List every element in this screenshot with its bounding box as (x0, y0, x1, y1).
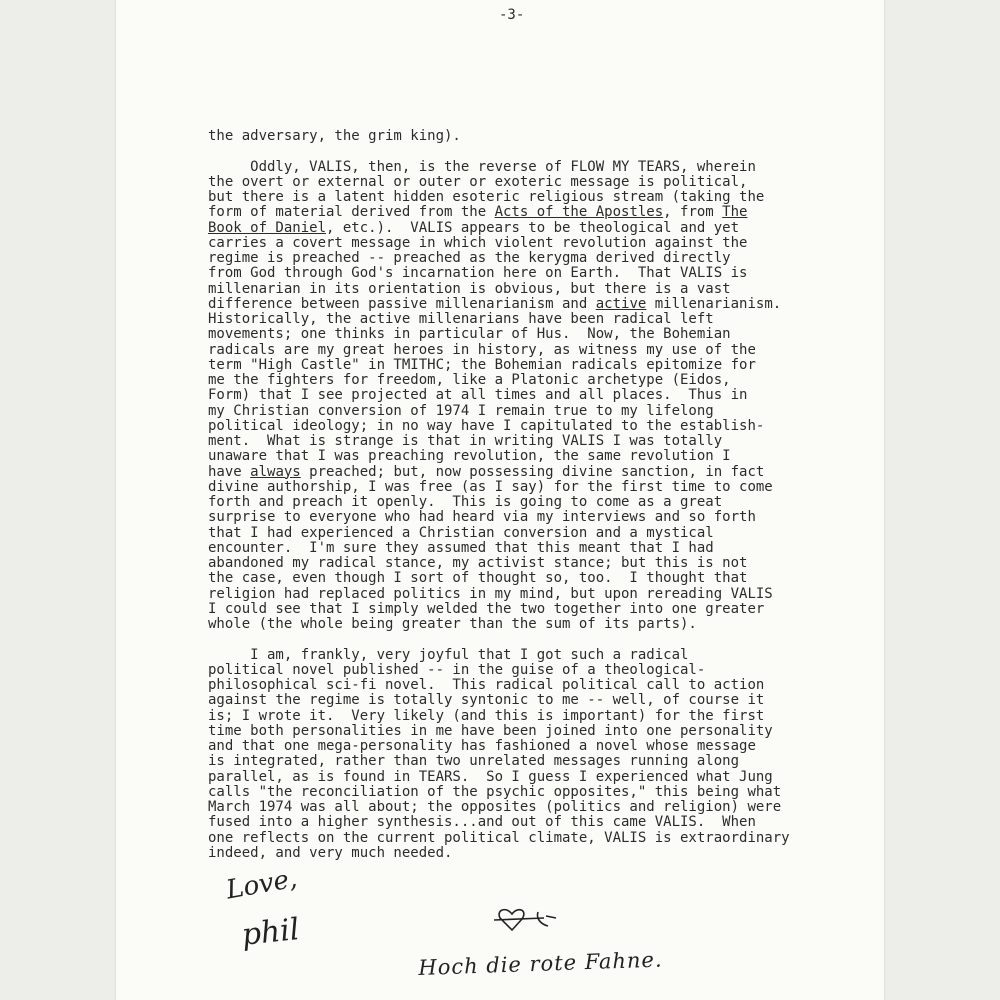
letter-line: divine authorship, I was free (as I say) for the first time to come (208, 478, 773, 495)
letter-line: the overt or external or outer or exoteric message is political, (208, 173, 748, 190)
underlined-text: The (722, 204, 748, 221)
underlined-text: Book of Daniel (208, 219, 327, 236)
letter-line: encounter. I'm sure they assumed that this meant that I had (208, 539, 714, 556)
letter-line: and that one mega-personality has fashioned a novel whose message (208, 738, 756, 754)
letter-line: Historically, the active millenarians have been radical left (208, 311, 714, 327)
letter-line: whole (the whole being greater than the sum of its parts). (208, 616, 697, 632)
line-text: millenarianism. (646, 295, 782, 312)
letter-line: term "High Castle" in TMITHC; the Bohemian radicals epitomize for (208, 356, 756, 373)
handwritten-motto: Hoch die rote Fahne. (418, 947, 663, 980)
letter-line: movements; one thinks in particular of Hus. Now, the Bohemian (208, 326, 731, 343)
letter-line (208, 144, 790, 159)
line-text: , from (663, 204, 723, 221)
letter-line: from God through God's incarnation here on Earth. That VALIS is (208, 265, 748, 282)
letter-line: that I had experienced a Christian conversion and a mystical (208, 524, 714, 541)
letter-line (208, 465, 790, 480)
letter-line: calls "the reconciliation of the psychic opposites," this being what (208, 783, 782, 800)
letter-line: the adversary, the grim king). (208, 128, 461, 144)
letter-line: Oddly, VALIS, then, is the reverse of FLOW MY TEARS, wherein (208, 158, 756, 175)
letter-line: the case, even though I sort of thought so, too. I thought that (208, 570, 748, 587)
letter-line: I could see that I simply welded the two together into one greater (208, 600, 765, 617)
line-text: difference between passive millenarianism and (208, 295, 596, 312)
page-number: -3- (499, 7, 525, 23)
letter-line (208, 297, 790, 312)
letter-line: I am, frankly, very joyful that I got such a radical (208, 646, 689, 663)
letter-line (208, 221, 790, 236)
letter-line: millenarian in its orientation is obvious, but there is a vast (208, 280, 731, 297)
underlined-text: active (595, 295, 647, 312)
letter-line: radicals are my great heroes in history, as witness my use of the (208, 341, 756, 358)
letter-line: fused into a higher synthesis...and out of this came VALIS. When (208, 814, 756, 831)
letter-line: ment. What is strange is that in writing VALIS I was totally (208, 433, 723, 449)
handwritten-closing: Love, (224, 863, 300, 906)
letter-line: is integrated, rather than two unrelated messages running along (208, 753, 740, 770)
letter-line: my Christian conversion of 1974 I remain true to my lifelong (208, 402, 714, 419)
letter-line: religion had replaced politics in my mind, but upon rereading VALIS (208, 585, 773, 602)
heart-and-cross-doodle-icon (492, 904, 568, 934)
letter-line (208, 205, 790, 220)
letter-line: political novel published -- in the guise of a theological- (208, 661, 706, 678)
line-text: preached; but, now possessing divine sanction, in fact (300, 463, 765, 480)
letter-line: surprise to everyone who had heard via my interviews and so forth (208, 509, 756, 526)
underlined-text: Acts of the Apostles (494, 204, 664, 221)
letter-line: abandoned my radical stance, my activist stance; but this is not (208, 555, 748, 571)
letter-line: unaware that I was preaching revolution, the same revolution I (208, 448, 731, 465)
letter-line: indeed, and very much needed. (208, 844, 453, 861)
letter-line: carries a covert message in which violent revolution against the (208, 234, 748, 251)
letter-line: but there is a latent hidden esoteric religious stream (taking the (208, 189, 765, 205)
letter-line (208, 632, 790, 647)
letter-line: political ideology; in no way have I capitulated to the establish- (208, 417, 765, 434)
underlined-text: always (250, 463, 301, 480)
letter-line: forth and preach it openly. This is going to come as a great (208, 494, 723, 510)
letter-line: regime is preached -- preached as the kerygma derived directly (208, 250, 731, 266)
letter-page (116, 0, 884, 1000)
line-text: have (208, 463, 251, 480)
letter-body (208, 129, 790, 861)
letter-line: against the regime is totally syntonic to me -- well, of course it (208, 692, 765, 709)
letter-line: is; I wrote it. Very likely (and this is important) for the first (208, 707, 765, 724)
letter-line: time both personalities in me have been joined into one personality (208, 722, 773, 739)
handwritten-signature: phil (240, 911, 302, 953)
letter-line: one reflects on the current political climate, VALIS is extraordinary (208, 829, 790, 846)
letter-line: parallel, as is found in TEARS. So I guess I experienced what Jung (208, 768, 773, 785)
line-text: , etc.). VALIS appears to be theological and yet (326, 219, 740, 236)
line-text: form of material derived from the (208, 204, 495, 221)
letter-line: philosophical sci-fi novel. This radical political call to action (208, 677, 765, 693)
letter-line: me the fighters for freedom, like a Platonic archetype (Eidos, (208, 372, 731, 388)
letter-line: Form) that I see projected at all times and all places. Thus in (208, 387, 748, 404)
letter-line: March 1974 was all about; the opposites (politics and religion) were (208, 799, 782, 815)
